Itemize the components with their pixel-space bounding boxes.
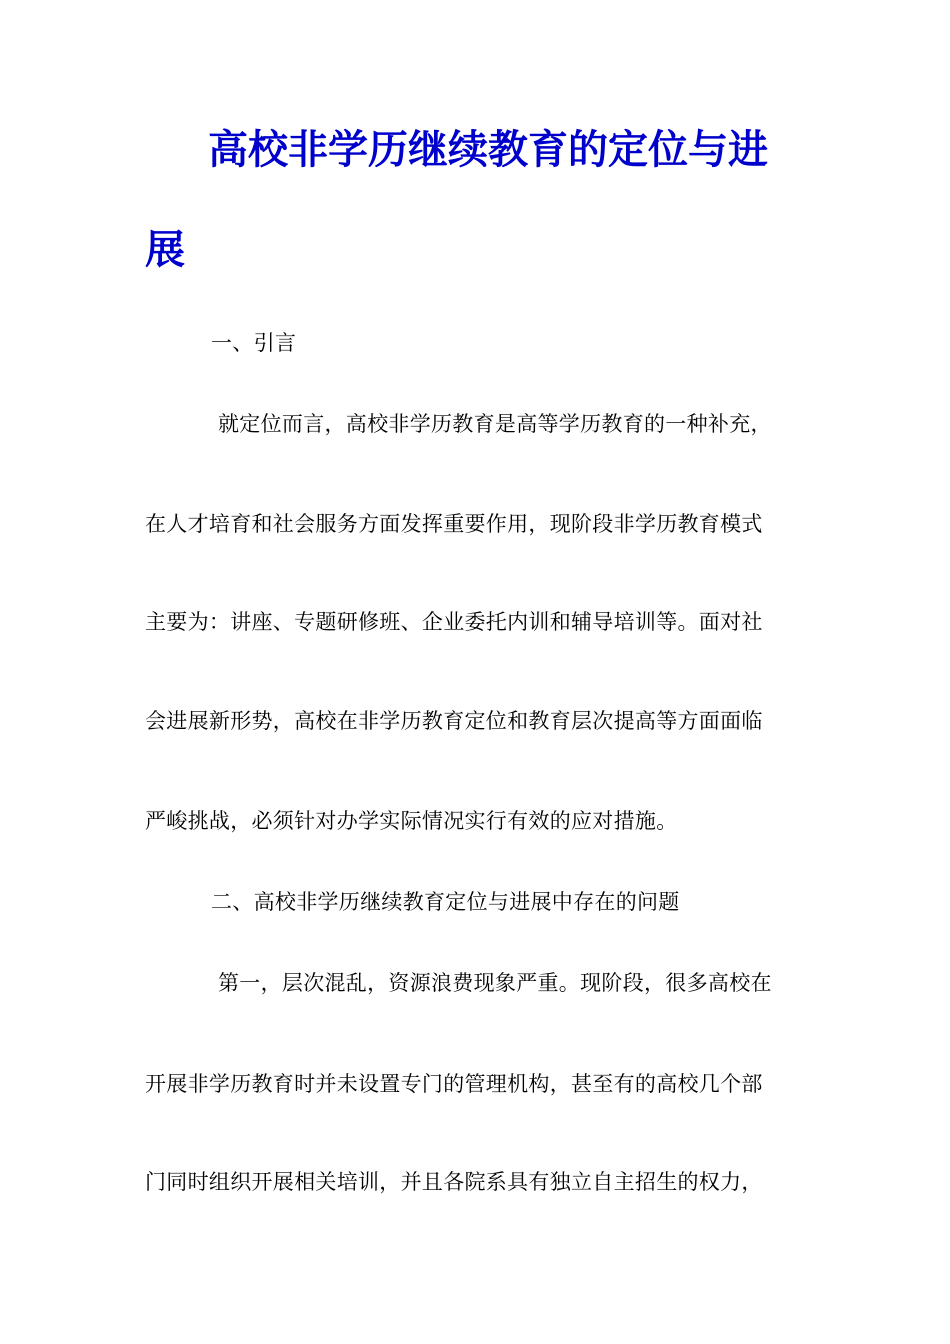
paragraph-line: 严峻挑战，必须针对办学实际情况实行有效的应对措施。 [145, 809, 678, 833]
paragraph-line: 门同时组织开展相关培训，并且各院系具有独立自主招生的权力， [145, 1170, 763, 1194]
paragraph-line: 开展非学历教育时并未设置专门的管理机构，甚至有的高校几个部 [145, 1072, 763, 1096]
document-title-line-2: 展 [145, 226, 185, 273]
paragraph-line: 第一，层次混乱，资源浪费现象严重。现阶段，很多高校在 [218, 971, 772, 995]
paragraph-line: 主要为：讲座、专题研修班、企业委托内训和辅导培训等。面对社 [145, 610, 763, 634]
section-heading-introduction: 一、引言 [211, 331, 297, 355]
section-heading-problems: 二、高校非学历继续教育定位与进展中存在的问题 [211, 890, 680, 914]
paragraph-line: 会进展新形势，高校在非学历教育定位和教育层次提高等方面面临 [145, 709, 763, 733]
paragraph-line: 就定位而言，高校非学历教育是高等学历教育的一种补充， [218, 412, 772, 436]
paragraph-line: 在人才培育和社会服务方面发挥重要作用，现阶段非学历教育模式 [145, 512, 763, 536]
document-title-line-1: 高校非学历继续教育的定位与进 [208, 126, 768, 173]
